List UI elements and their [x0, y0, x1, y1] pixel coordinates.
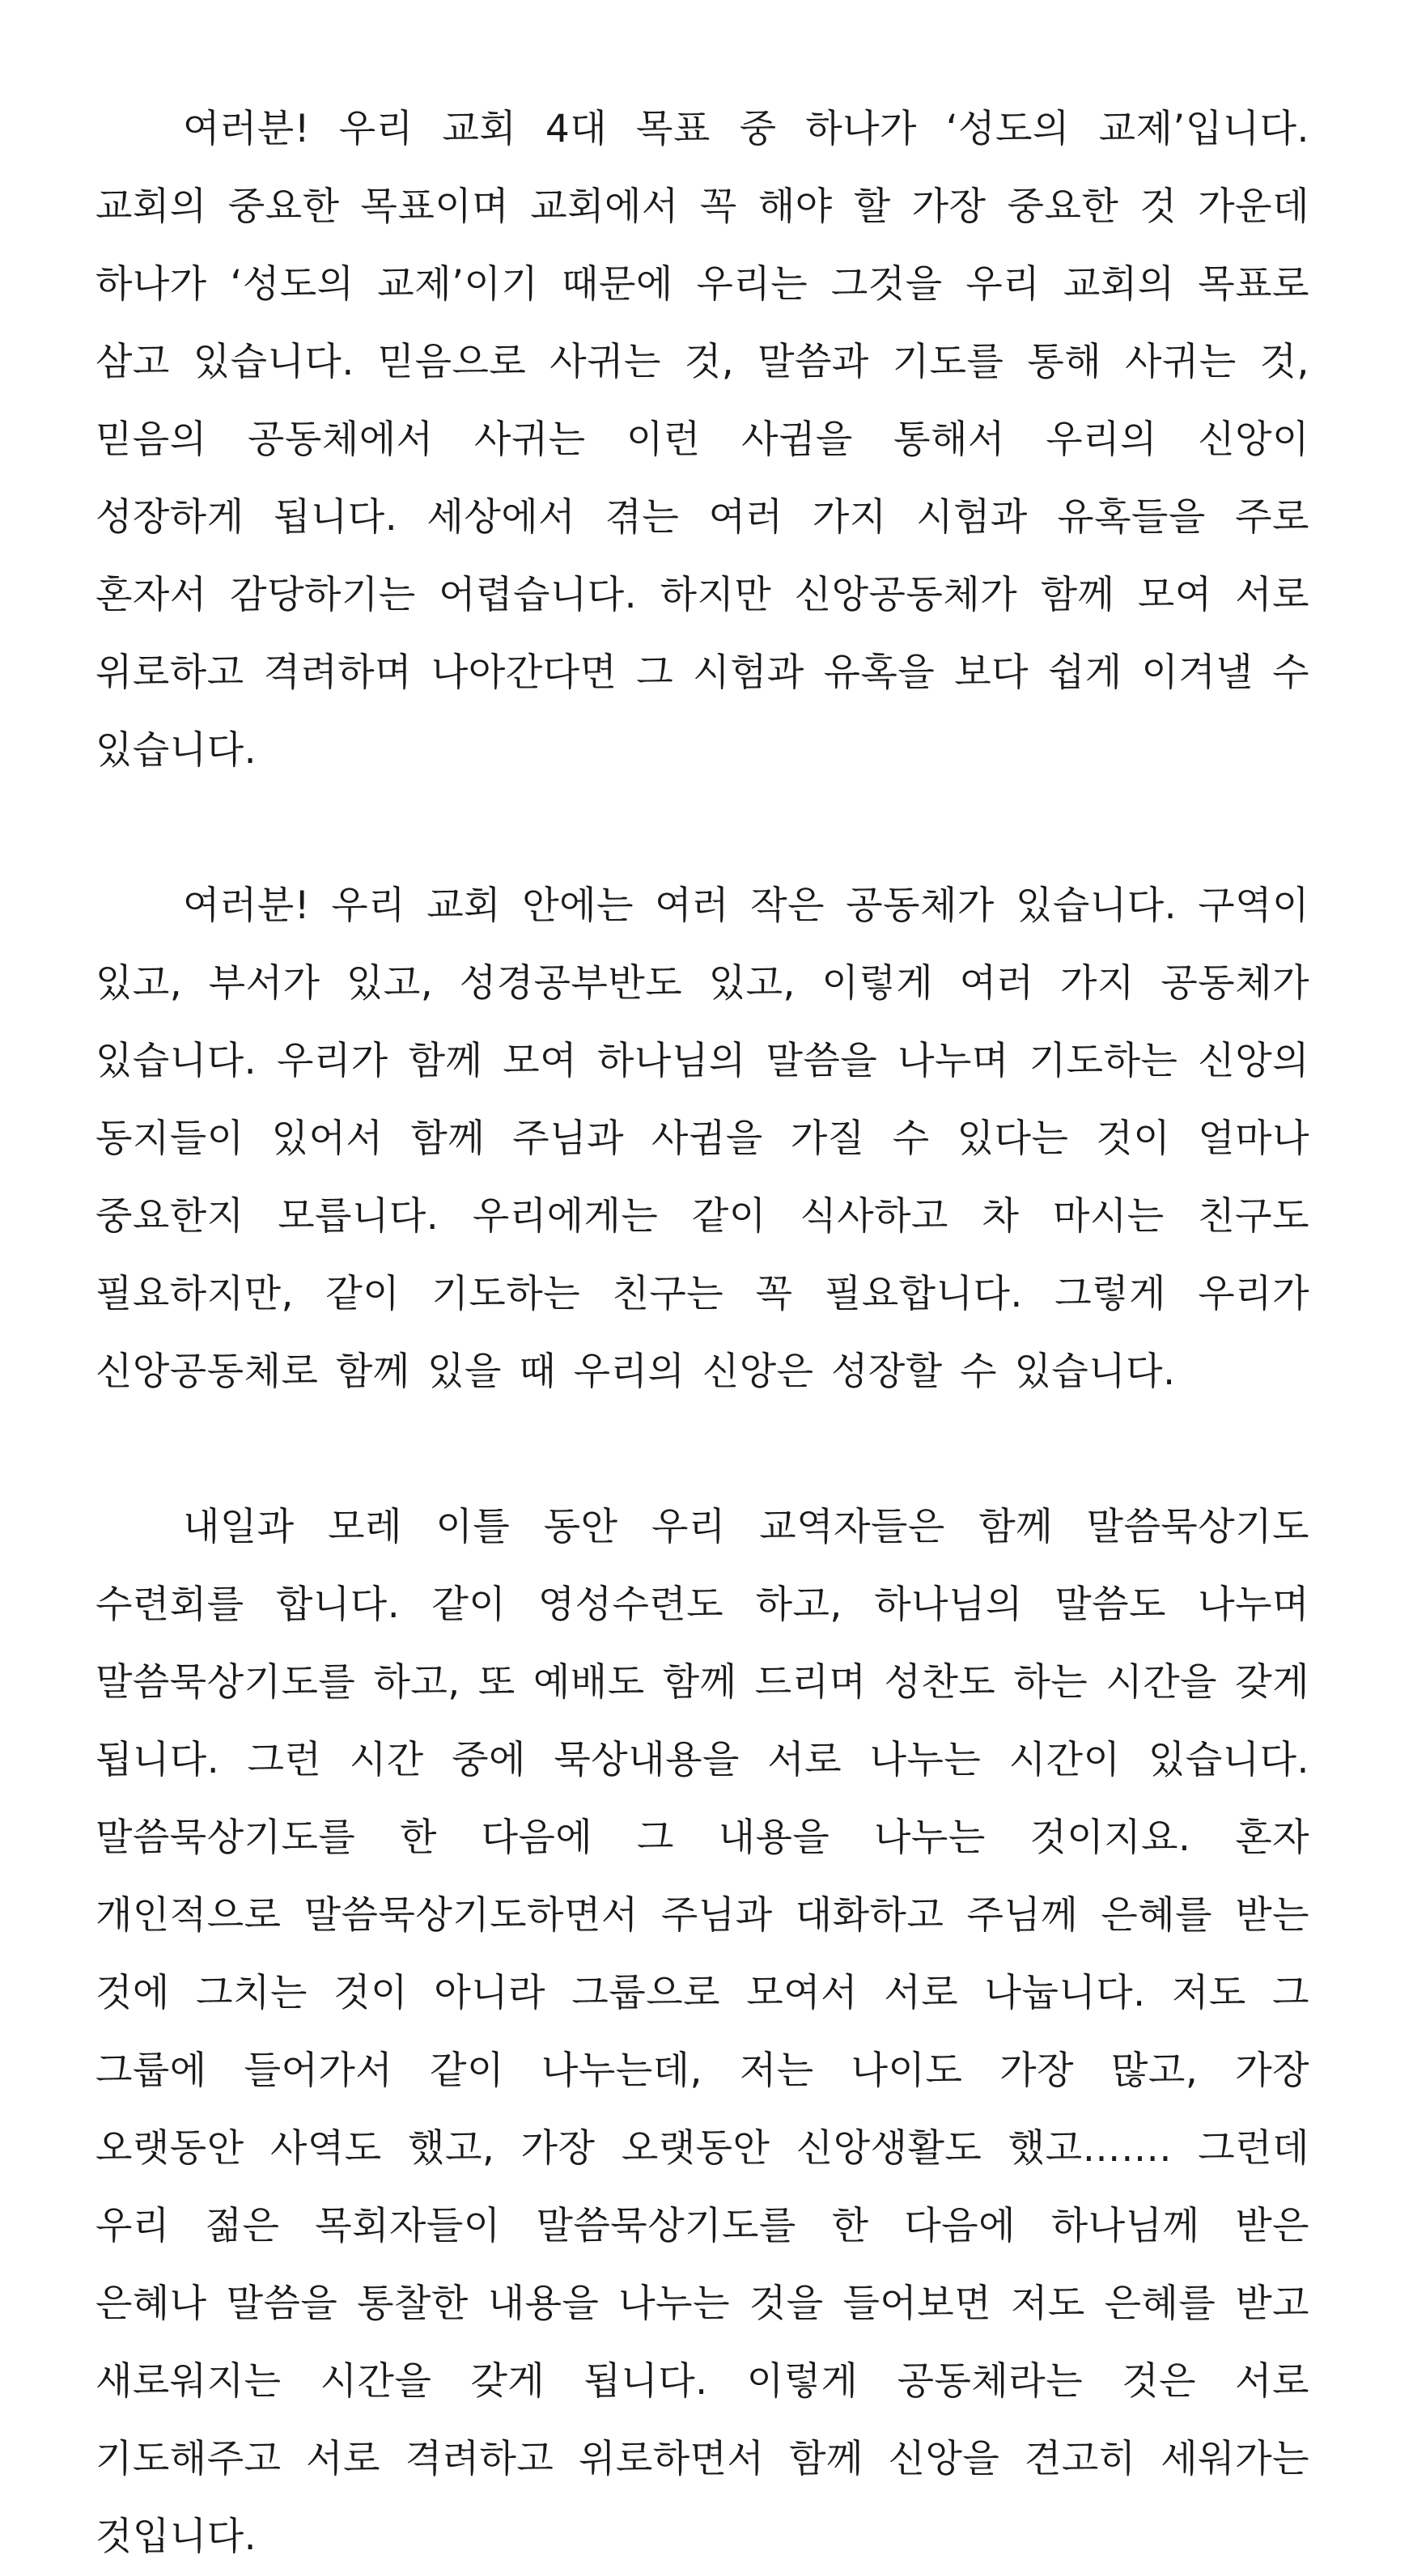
paragraph-2: 여러분! 우리 교회 안에는 여러 작은 공동체가 있습니다. 구역이 있고, 부서가 있고, 성경공부반도 있고, 이렇게 여러 가지 공동체가 있습니다. 우리가 함께 모여 하나님의 말씀을 나누며 기도하는 신앙의 동지들이 있어서 함께 주님과 사귐을 가질 수 있다는 것이 얼마나 중요한지 모릅니다. 우리에게는 같이 식사하고 차 마시는 친구도 필요하지만, 같이 기도하는 친구는 꼭 필요합니다. 그렇게 우리가 신앙공동체로 함께 있을 때 우리의 신앙은 성장할 수 있습니다.: [95, 883, 1309, 1394]
paragraph-3: 내일과 모레 이틀 동안 우리 교역자들은 함께 말씀묵상기도 수련회를 합니다. 같이 영성수련도 하고, 하나님의 말씀도 나누며 말씀묵상기도를 하고, 또 예배도 함께 드리며 성찬도 하는 시간을 갖게 됩니다. 그런 시간 중에 묵상내용을 서로 나누는 시간이 있습니다. 말씀묵상기도를 한 다음에 그 내용을 나누는 것이지요. 혼자 개인적으로 말씀묵상기도하면서 주님과 대화하고 주님께 은혜를 받는 것에 그치는 것이 아니라 그룹으로 모여서 서로 나눕니다. 저도 그 그룹에 들어가서 같이 나누는데, 저는 나이도 가장 많고, 가장 오랫동안 사역도 했고, 가장 오랫동안 신앙생활도 했고……. 그런데 우리 젊은 목회자들이 말씀묵상기도를 한 다음에 하나님께 받은 은혜나 말씀을 통찰한 내용을 나누는 것을 들어보면 저도 은혜를 받고 새로워지는 시간을 갖게 됩니다. 이렇게 공동체라는 것은 서로 기도해주고 서로 격려하고 위로하면서 함께 신앙을 견고히 세워가는 것입니다.: [95, 1505, 1309, 2559]
paragraph-1: 여러분! 우리 교회 4대 목표 중 하나가 ‘성도의 교제’입니다. 교회의 중요한 목표이며 교회에서 꼭 해야 할 가장 중요한 것 가운데 하나가 ‘성도의 교제’이기 때문에 우리는 그것을 우리 교회의 목표로 삼고 있습니다. 믿음으로 사귀는 것, 말씀과 기도를 통해 사귀는 것, 믿음의 공동체에서 사귀는 이런 사귐을 통해서 우리의 신앙이 성장하게 됩니다. 세상에서 겪는 여러 가지 시험과 유혹들을 주로 혼자서 감당하기는 어렵습니다. 하지만 신앙공동체가 함께 모여 서로 위로하고 격려하며 나아간다면 그 시험과 유혹을 보다 쉽게 이겨낼 수 있습니다.: [95, 107, 1309, 773]
document-page: [95, 91, 1309, 2576]
